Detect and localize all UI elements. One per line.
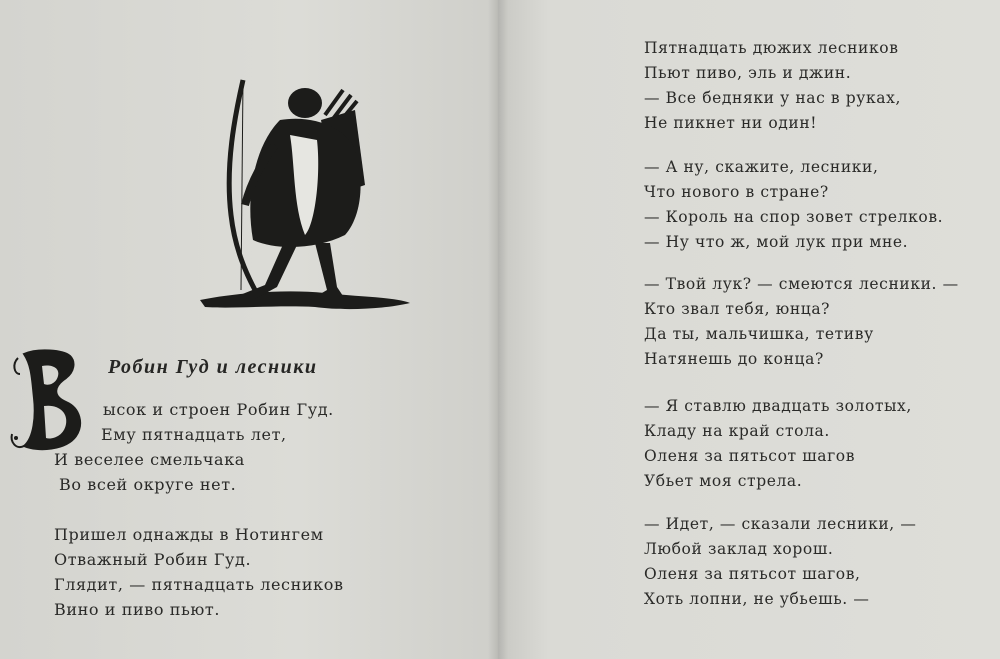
poem-line: — Идет, — сказали лесники, — — [644, 515, 917, 533]
poem-line: Пришел однажды в Нотингем — [54, 525, 324, 544]
poem-line: Оленя за пятьсот шагов — [644, 447, 856, 465]
poem-line: Кладу на край стола. — [644, 422, 830, 440]
poem-line: Да ты, мальчишка, тетиву — [644, 325, 874, 343]
poem-line: Пятнадцать дюжих лесников — [644, 39, 899, 57]
poem-line: Не пикнет ни один! — [644, 114, 818, 132]
poem-line: — Я ставлю двадцать золотых, — [644, 397, 912, 415]
poem-line: Ему пятнадцать лет, — [101, 425, 287, 444]
right-stanza-5 — [644, 512, 916, 612]
right-stanza-2 — [644, 155, 943, 255]
book-gutter — [488, 0, 508, 659]
poem-line: И веселее смельчака — [54, 450, 245, 469]
poem-line: Вино и пиво пьют. — [54, 600, 221, 619]
left-page — [0, 0, 498, 659]
drop-cap-letter — [8, 346, 90, 454]
archer-illustration — [195, 75, 415, 320]
right-page — [498, 0, 1000, 659]
poem-line: Хоть лопни, не убьешь. — — [644, 590, 870, 608]
poem-title: Робин Гуд и лесники — [108, 356, 318, 378]
poem-line: — Твой лук? — смеются лесники. — — [644, 275, 959, 293]
poem-line: Оленя за пятьсот шагов, — [644, 565, 861, 583]
left-stanza-2 — [54, 522, 344, 622]
poem-line: — Ну что ж, мой лук при мне. — [644, 233, 909, 251]
poem-line: ысок и строен Робин Гуд. — [103, 400, 334, 419]
poem-line: — Король на спор зовет стрелков. — [644, 208, 944, 226]
poem-line: Любой заклад хорош. — [644, 540, 834, 558]
right-stanza-3 — [644, 272, 959, 372]
right-stanza-1 — [644, 36, 901, 136]
poem-line: — А ну, скажите, лесники, — [644, 158, 879, 176]
poem-line: Натянешь до конца? — [644, 350, 824, 368]
poem-line: Кто звал тебя, юнца? — [644, 300, 831, 318]
poem-line: Во всей округе нет. — [59, 475, 237, 494]
left-stanza-1 — [54, 397, 334, 497]
poem-line: Отважный Робин Гуд. — [54, 550, 252, 569]
right-stanza-4 — [644, 394, 912, 494]
poem-line: — Все бедняки у нас в руках, — [644, 89, 902, 107]
poem-line: Глядит, — пятнадцать лесников — [54, 575, 344, 594]
poem-line: Что нового в стране? — [644, 183, 829, 201]
poem-line: Убьет моя стрела. — [644, 472, 803, 490]
poem-line: Пьют пиво, эль и джин. — [644, 64, 852, 82]
